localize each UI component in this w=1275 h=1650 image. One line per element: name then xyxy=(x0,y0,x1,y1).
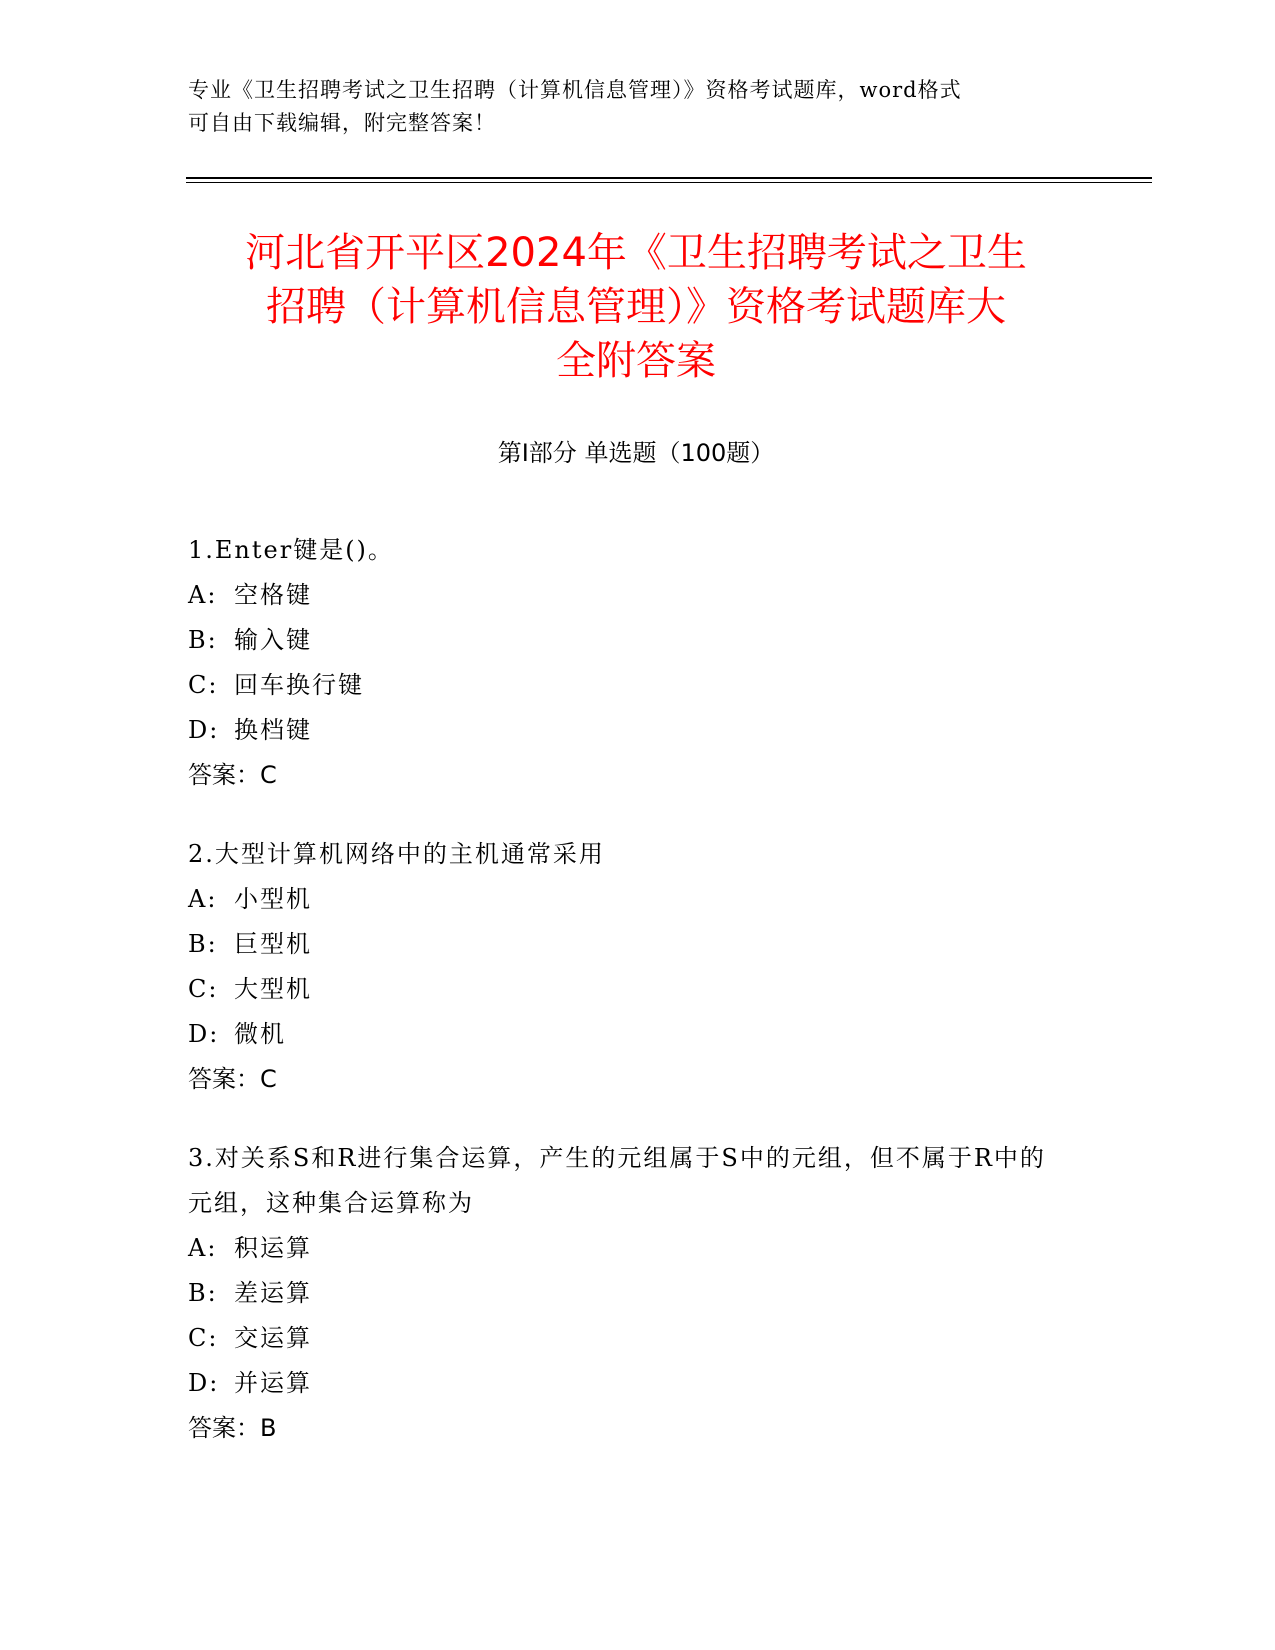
header-note-line-1: 专业《卫生招聘考试之卫生招聘（计算机信息管理）》资格考试题库，word格式 xyxy=(188,78,962,102)
question-stem: 1.Enter键是()。 xyxy=(188,536,394,564)
option-a xyxy=(188,573,1068,618)
answer-line: 答案：C xyxy=(188,761,277,789)
option-letter: B: xyxy=(188,930,218,958)
option-text: 大型机 xyxy=(234,975,312,1003)
option-text: 并运算 xyxy=(234,1369,312,1397)
option-letter: D: xyxy=(188,1369,220,1397)
option-letter: D: xyxy=(188,716,220,744)
option-b xyxy=(188,618,1068,663)
option-c xyxy=(188,663,1068,708)
option-letter: B: xyxy=(188,626,218,654)
option-a xyxy=(188,877,1068,922)
option-letter: C: xyxy=(188,975,219,1003)
header-note-line-2: 可自由下载编辑，附完整答案！ xyxy=(188,111,496,135)
answer-line: 答案：B xyxy=(188,1414,277,1442)
option-text: 微机 xyxy=(234,1020,286,1048)
option-d xyxy=(188,1361,1068,1406)
option-text: 交运算 xyxy=(234,1324,312,1352)
option-a xyxy=(188,1226,1068,1271)
section-heading: 第Ⅰ部分 单选题（100题） xyxy=(497,439,775,467)
title-line-3: 全附答案 xyxy=(556,338,716,384)
option-text: 差运算 xyxy=(234,1279,312,1307)
document-title xyxy=(186,226,1086,388)
option-c xyxy=(188,967,1068,1012)
question-2 xyxy=(188,832,1068,1102)
option-text: 换档键 xyxy=(234,716,312,744)
option-letter: C: xyxy=(188,1324,219,1352)
question-1 xyxy=(188,528,1068,798)
option-c xyxy=(188,1316,1068,1361)
option-text: 输入键 xyxy=(234,626,312,654)
option-letter: A: xyxy=(188,885,218,913)
option-d xyxy=(188,708,1068,753)
option-b xyxy=(188,922,1068,967)
title-line-2: 招聘（计算机信息管理）》资格考试题库大 xyxy=(266,284,1006,330)
question-stem: 2.大型计算机网络中的主机通常采用 xyxy=(188,840,605,868)
header-divider-thin xyxy=(186,182,1152,183)
option-text: 回车换行键 xyxy=(234,671,364,699)
question-stem: 3.对关系S和R进行集合运算，产生的元组属于S中的元组，但不属于R中的元组，这种集合运算称为 xyxy=(188,1144,1046,1217)
option-text: 积运算 xyxy=(234,1234,312,1262)
option-b xyxy=(188,1271,1068,1316)
option-text: 空格键 xyxy=(234,581,312,609)
title-line-1: 河北省开平区2024年《卫生招聘考试之卫生 xyxy=(245,230,1027,276)
question-3 xyxy=(188,1136,1068,1451)
option-text: 小型机 xyxy=(234,885,312,913)
option-letter: B: xyxy=(188,1279,218,1307)
option-letter: A: xyxy=(188,581,218,609)
header-divider-thick xyxy=(186,177,1152,179)
answer-line: 答案：C xyxy=(188,1065,277,1093)
option-letter: C: xyxy=(188,671,219,699)
document-header-note xyxy=(188,74,1068,140)
option-letter: A: xyxy=(188,1234,218,1262)
option-d xyxy=(188,1012,1068,1057)
option-text: 巨型机 xyxy=(234,930,312,958)
question-list xyxy=(188,528,1068,1485)
option-letter: D: xyxy=(188,1020,220,1048)
